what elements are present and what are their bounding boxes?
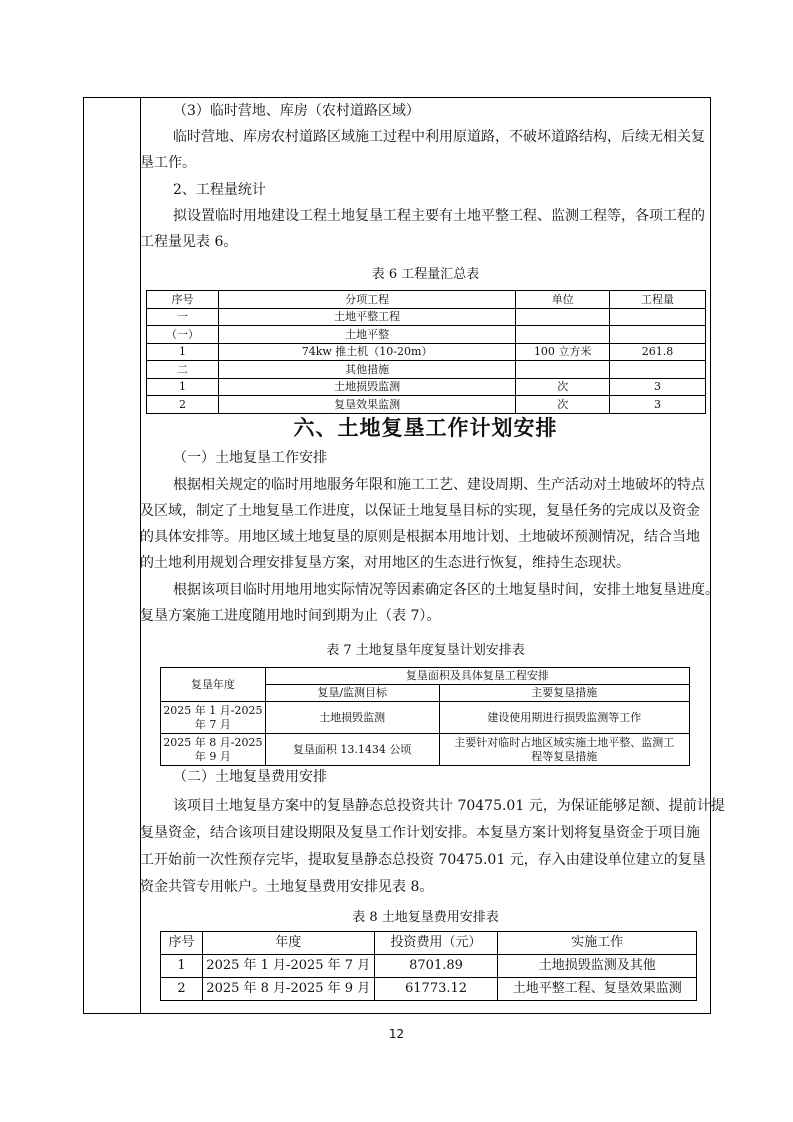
table-row bbox=[161, 978, 697, 1001]
paragraph-line: 工开始前一次性预存完毕，提取复垦静态总投资 70475.01 元，存入由建设单位建立的复垦 bbox=[140, 852, 706, 868]
table7-annual-plan bbox=[160, 667, 690, 766]
table-cell: 土地平整工程、复垦效果监测 bbox=[498, 978, 697, 1001]
paragraph-heading-temp-camp: （3）临时营地、库房（农村道路区域） bbox=[173, 103, 420, 119]
table8-cost-plan bbox=[160, 931, 697, 1001]
table-cell: 3 bbox=[610, 378, 706, 396]
table-cell: 复垦面积 13.1434 公顷 bbox=[265, 734, 439, 766]
table-cell: 2025 年 8 月-2025 年 9 月 bbox=[202, 978, 374, 1001]
paragraph-line: 复垦资金，结合该项目建设期限及复垦工作计划安排。本复垦方案计划将复垦资金于项目施 bbox=[140, 825, 700, 841]
header-cell: 投资费用（元） bbox=[374, 932, 498, 955]
table-row bbox=[147, 361, 706, 379]
cell-line: 2025 年 1 月-2025 bbox=[163, 703, 263, 717]
header-cell: 年度 bbox=[202, 932, 374, 955]
table6-quantities bbox=[146, 290, 706, 414]
section-title: 六、土地复垦工作计划安排 bbox=[293, 416, 558, 440]
paragraph-line: 垦工作。 bbox=[140, 155, 196, 171]
table-header-row bbox=[161, 932, 697, 955]
page-number: 12 bbox=[388, 1027, 405, 1041]
table6-caption: 表 6 工程量汇总表 bbox=[371, 267, 480, 282]
table-cell: 1 bbox=[147, 343, 219, 361]
table-cell bbox=[439, 734, 689, 766]
paragraph-line: 该项目土地复垦方案中的复垦静态总投资共计 70475.01 元，为保证能够足额、提前计提 bbox=[173, 798, 725, 814]
paragraph-line: 的具体安排等。用地区域土地复垦的原则是根据本用地计划、土地破坏预测情况，结合当地 bbox=[140, 529, 700, 545]
cell-line: 年 9 月 bbox=[194, 749, 231, 763]
table-cell: 8701.89 bbox=[374, 955, 498, 978]
table-cell: 土地损毁监测 bbox=[265, 702, 439, 734]
table-row bbox=[161, 702, 690, 734]
table-cell bbox=[161, 702, 266, 734]
table-cell: 1 bbox=[147, 378, 219, 396]
header-cell: 复垦面积及具体复垦工程安排 bbox=[265, 668, 689, 685]
paragraph-line: 及区域，制定了土地复垦工作进度，以保证土地复垦目标的实现，复垦任务的完成以及资金 bbox=[140, 503, 700, 519]
table-cell bbox=[516, 326, 610, 344]
table-cell bbox=[516, 308, 610, 326]
table-cell: 1 bbox=[161, 955, 203, 978]
header-cell: 单位 bbox=[516, 291, 610, 309]
paragraph-line: 的土地利用规划合理安排复垦方案，对用地区的生态进行恢复，维持生态现状。 bbox=[140, 555, 630, 571]
table-cell: 土地损毁监测 bbox=[218, 378, 515, 396]
table-cell: 61773.12 bbox=[374, 978, 498, 1001]
table-cell bbox=[610, 361, 706, 379]
cell-line: 年 7 月 bbox=[194, 717, 231, 731]
paragraph-line: 临时营地、库房农村道路区域施工过程中利用原道路，不破坏道路结构，后续无相关复 bbox=[173, 129, 705, 145]
table-cell: 261.8 bbox=[610, 343, 706, 361]
cell-line: 2025 年 8 月-2025 bbox=[163, 735, 263, 749]
table-cell bbox=[161, 734, 266, 766]
table-header-row bbox=[161, 668, 690, 685]
table-cell: 其他措施 bbox=[218, 361, 515, 379]
table-cell: 2025 年 1 月-2025 年 7 月 bbox=[202, 955, 374, 978]
content-area bbox=[140, 97, 725, 1014]
header-cell: 分项工程 bbox=[218, 291, 515, 309]
table-cell: 2 bbox=[147, 396, 219, 414]
table-cell: 3 bbox=[610, 396, 706, 414]
subsection-heading: （一）土地复垦工作安排 bbox=[173, 450, 327, 466]
table-row bbox=[161, 734, 690, 766]
table7-caption: 表 7 土地复垦年度复垦计划安排表 bbox=[326, 643, 525, 658]
table8-caption: 表 8 土地复垦费用安排表 bbox=[352, 910, 499, 925]
table-cell: 74kw 推土机（10-20m） bbox=[218, 343, 515, 361]
table-cell: 土地平整 bbox=[218, 326, 515, 344]
paragraph-line: 工程量见表 6。 bbox=[140, 234, 238, 250]
header-cell: 工程量 bbox=[610, 291, 706, 309]
table-cell: 复垦效果监测 bbox=[218, 396, 515, 414]
paragraph-heading-quantities: 2、工程量统计 bbox=[173, 182, 266, 198]
cell-line: 建设使用期进行损毁监测等工作 bbox=[487, 710, 642, 724]
table-cell: （一） bbox=[147, 326, 219, 344]
cell-line: 程等复垦措施 bbox=[531, 749, 598, 763]
table-row bbox=[147, 343, 706, 361]
table-cell bbox=[610, 308, 706, 326]
paragraph-line: 根据该项目临时用地用地实际情况等因素确定各区的土地复垦时间，安排土地复垦进度。 bbox=[173, 582, 719, 598]
header-cell: 实施工作 bbox=[498, 932, 697, 955]
paragraph-line: 资金共管专用帐户。土地复垦费用安排见表 8。 bbox=[140, 879, 434, 895]
table-cell bbox=[439, 702, 689, 734]
table-row bbox=[147, 326, 706, 344]
table-cell: 一 bbox=[147, 308, 219, 326]
table-header-row bbox=[147, 291, 706, 309]
table-row bbox=[147, 396, 706, 414]
table-cell bbox=[610, 326, 706, 344]
paragraph-line: 根据相关规定的临时用地服务年限和施工工艺、建设周期、生产活动对土地破坏的特点 bbox=[173, 477, 705, 493]
header-cell: 序号 bbox=[147, 291, 219, 309]
table-row bbox=[147, 378, 706, 396]
table-cell: 2 bbox=[161, 978, 203, 1001]
header-cell: 复垦年度 bbox=[161, 668, 266, 702]
table-row bbox=[161, 955, 697, 978]
header-cell: 序号 bbox=[161, 932, 203, 955]
paragraph-line: 复垦方案施工进度随用地时间到期为止（表 7）。 bbox=[140, 608, 441, 624]
paragraph-line: 拟设置临时用地建设工程土地复垦工程主要有土地平整工程、监测工程等，各项工程的 bbox=[173, 208, 705, 224]
table-cell: 100 立方米 bbox=[516, 343, 610, 361]
header-cell: 主要复垦措施 bbox=[439, 685, 689, 702]
table-cell: 次 bbox=[516, 396, 610, 414]
cell-line: 主要针对临时占地区域实施土地平整、监测工 bbox=[454, 735, 675, 749]
table-cell: 二 bbox=[147, 361, 219, 379]
table-cell bbox=[516, 361, 610, 379]
table-row bbox=[147, 308, 706, 326]
table-cell: 土地损毁监测及其他 bbox=[498, 955, 697, 978]
table-cell: 土地平整工程 bbox=[218, 308, 515, 326]
header-cell: 复垦/监测目标 bbox=[265, 685, 439, 702]
subsection-heading: （二）土地复垦费用安排 bbox=[173, 769, 327, 785]
table-cell: 次 bbox=[516, 378, 610, 396]
